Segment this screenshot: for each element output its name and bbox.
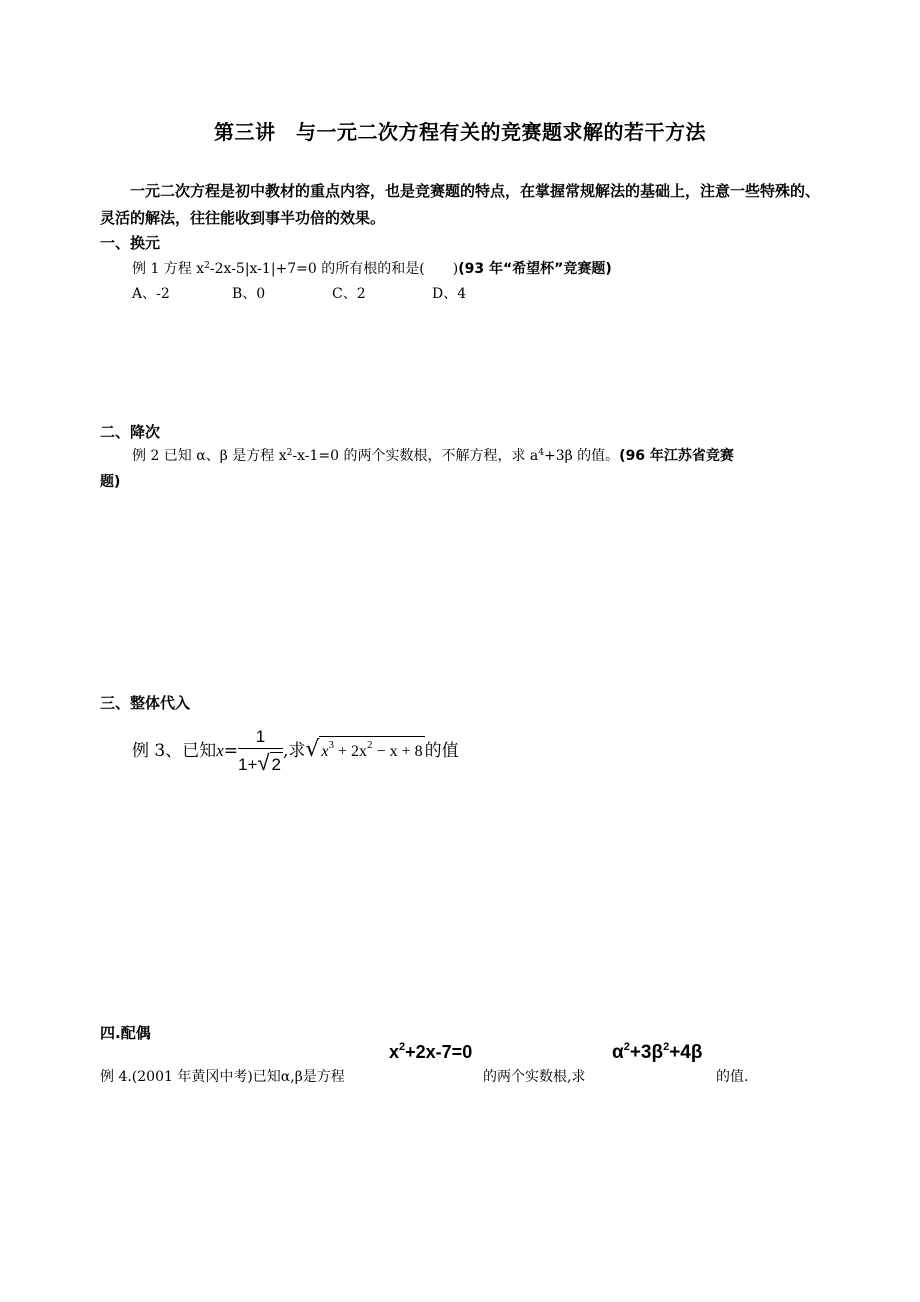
example-4-mid: 的两个实数根,求: [483, 1069, 586, 1085]
example-2-text-a: 例 2 已知 α、β 是方程 x: [132, 448, 287, 464]
expression-alpha: α: [612, 1042, 624, 1063]
example-4-equation: [389, 1041, 472, 1063]
example-1-source: (93 年“希望杯”竞赛题): [458, 261, 612, 277]
example-4-prefix: 例 4.(2001 年黄冈中考)已知α,β是方程: [100, 1069, 345, 1085]
option-b: B、0: [232, 286, 266, 302]
example-3: [132, 727, 459, 776]
example-1-exp: 2: [204, 261, 210, 271]
radical-sign-icon: √: [305, 737, 320, 762]
example-1-text: 例 1 方程 x: [132, 261, 205, 277]
radicand-exp-a: 3: [328, 739, 335, 751]
example-2-text-c: +3β 的值。: [543, 448, 620, 464]
expression-exp-a: 2: [623, 1041, 630, 1053]
section-heading-pairing: 四.配偶: [100, 1024, 151, 1042]
radicand-exp-b: 2: [367, 739, 373, 751]
denominator-text: 1+: [238, 755, 258, 774]
example-1-text-mid: -2x-5|x-1|+7=0 的所有根的和是( ): [209, 261, 459, 277]
radical-sign-icon: √: [257, 750, 270, 775]
fraction-denominator: [238, 749, 283, 776]
radicand-term-a: x: [321, 743, 329, 760]
sqrt-two: 2: [270, 752, 283, 775]
example-1-options: [132, 283, 532, 303]
example-4-suffix: 的值.: [716, 1069, 749, 1085]
example-3-eq: =: [223, 741, 239, 761]
example-2-exp-a: 2: [286, 448, 293, 458]
section-heading-substitution: 一、换元: [100, 234, 161, 252]
radicand-term-c: − x + 8: [372, 743, 423, 760]
example-2: [132, 445, 734, 465]
example-3-fraction: [238, 727, 283, 776]
example-3-radicand: [319, 736, 424, 761]
equation-rest: +2x-7=0: [405, 1042, 473, 1062]
expression-exp-b: 2: [663, 1041, 670, 1053]
section-heading-whole-substitution: 三、整体代入: [100, 694, 191, 712]
example-3-prefix: 例 3、已知: [132, 741, 217, 761]
example-4-expression: [612, 1041, 702, 1064]
expression-beta-linear: +4β: [669, 1042, 703, 1063]
example-2-exp-b: 4: [538, 448, 544, 458]
equation-x: x: [389, 1042, 400, 1062]
fraction-numerator: 1: [238, 727, 283, 749]
page-title: 第三讲 与一元二次方程有关的竞赛题求解的若干方法: [214, 120, 706, 144]
intro-paragraph: 一元二次方程是初中教材的重点内容，也是竞赛题的特点，在掌握常规解法的基础上，注意一些特殊的、灵活的解法，往往能收到事半功倍的效果。: [100, 182, 821, 227]
example-2-source-cont: 题): [100, 474, 121, 490]
expression-beta-term: +3β: [629, 1042, 664, 1063]
option-c: C、2: [332, 286, 366, 302]
option-d: D、4: [432, 286, 467, 302]
option-a: A、-2: [132, 286, 170, 302]
equation-exp: 2: [399, 1041, 406, 1053]
radicand-term-b: + 2x: [334, 743, 368, 760]
example-1: [132, 258, 612, 278]
example-3-suffix: 的值: [424, 741, 459, 761]
example-2-text-b: -x-1=0 的两个实数根，不解方程，求 a: [292, 448, 539, 464]
example-3-comma: ,求: [282, 741, 306, 761]
example-3-var: x: [216, 741, 224, 760]
example-2-source: (96 年江苏省竞赛: [619, 448, 734, 464]
section-heading-degree-reduction: 二、降次: [100, 423, 161, 441]
